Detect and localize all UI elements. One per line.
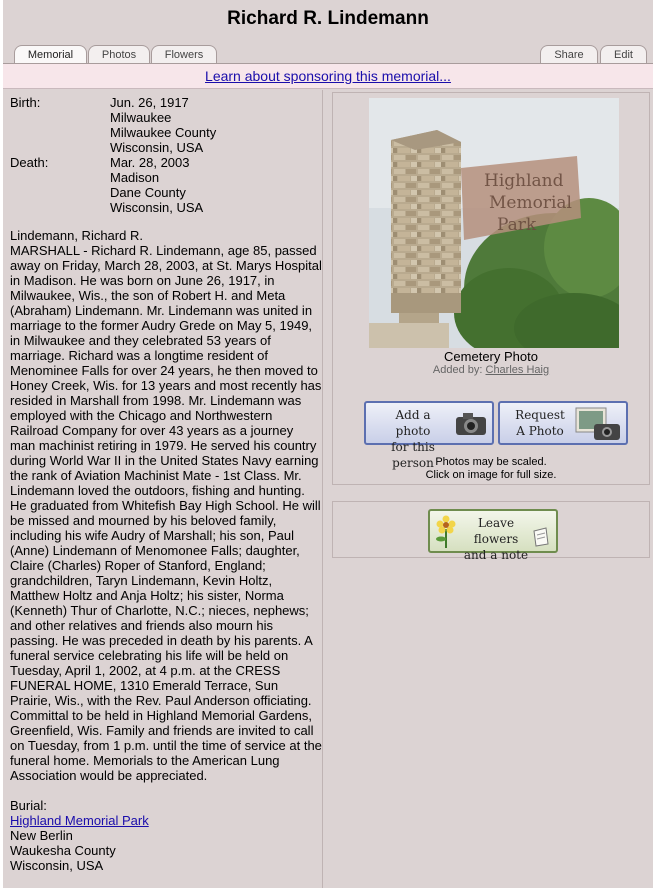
death-label: Death: [10, 155, 49, 170]
birth-country: Wisconsin, USA [110, 140, 204, 155]
photo-panel [332, 92, 650, 485]
leave-flowers-label [458, 515, 534, 563]
flowers-panel [332, 501, 650, 562]
add-photo-line-2: for this person [391, 440, 435, 470]
tab-share[interactable]: Share [540, 45, 598, 64]
flowers-line-1: Leave flowers [473, 516, 519, 546]
added-by-label: Added by: [432, 364, 483, 376]
sign-line-3: Park [497, 215, 537, 235]
photo-camera-icon [574, 406, 622, 442]
request-photo-line-2: A Photo [516, 424, 564, 438]
add-photo-line-1: Add a photo [395, 408, 431, 438]
sponsor-bar [3, 64, 653, 89]
note-icon [532, 527, 550, 547]
request-photo-button[interactable] [498, 401, 628, 445]
sign-line-2: Memorial [489, 193, 572, 213]
photo-attribution [333, 364, 649, 376]
burial-city: New Berlin [10, 828, 73, 843]
scaling-note: Photos may be scaled. [435, 456, 547, 468]
flowers-line-2: and a note [463, 548, 529, 562]
memorial-page [3, 0, 653, 888]
tab-flowers[interactable]: Flowers [151, 45, 217, 64]
bio-heading: Lindemann, Richard R. [10, 228, 143, 243]
burial-country: Wisconsin, USA [10, 858, 104, 873]
request-photo-line-1: Request [515, 408, 565, 422]
birth-city: Milwaukee [110, 110, 172, 125]
tab-memorial[interactable]: Memorial [14, 45, 87, 65]
tab-edit[interactable]: Edit [600, 45, 647, 64]
sponsor-link[interactable]: Learn about sponsoring this memorial... [205, 68, 451, 84]
birth-label: Birth: [10, 95, 41, 110]
sign-line-1: Highland [484, 171, 564, 191]
flower-icon [433, 515, 459, 549]
cemetery-photo[interactable] [369, 98, 619, 348]
full-size-note: Click on image for full size. [425, 469, 557, 481]
burial-county: Waukesha County [10, 843, 116, 858]
burial-label: Burial: [10, 798, 47, 813]
page-title: Richard R. Lindemann [227, 8, 429, 29]
photo-caption: Cemetery Photo [444, 349, 538, 364]
camera-icon [454, 411, 488, 437]
contributor-link[interactable]: Charles Haig [485, 364, 550, 376]
cemetery-link[interactable]: Highland Memorial Park [10, 813, 149, 828]
death-date: Mar. 28, 2003 [110, 155, 190, 170]
birth-date: Jun. 26, 1917 [110, 95, 189, 110]
request-photo-label [510, 407, 570, 439]
cemetery-sign-image [369, 98, 619, 348]
bio-text: MARSHALL - Richard R. Lindemann, age 85, passed away on Friday, March 28, 2003, at St. Marys Hospital in Madison. He was born on June 26, 1917, in Milwaukee, Wis., the son of Robert H. and Meta (Abraham) Lindemann. Mr. Lindemann was united in marriage to the former Audry Grede on May 5, 1949, in Milwaukee and they celebrated 53 years of marriage. Richard was a longtime resident of Menominee Falls for over 24 years, he then moved to Honey Creek, Wis. for 13 years and most recently has resided in Marshall from 1998. Mr. Lindemann was employed with the Chicago and Northwestern Railroad Company for over 43 years as a journey man machinist retiring in 1979. He served his country during World War II in the United States Navy earning the rank of Aviation Machinist Mate - 1st Class. Mr. Lindemann loved the outdoors, fishing and hunting. He graduated from Whitefish Bay High School. He will be missed and mourned by his beloved family, including his wife Audry of Marshall; his son, Paul (Anne) Lindemann of Menomonee Falls; daughter, Claire (Charles) Roper of Stanford, England; grandchildren, Taryn Lindemann, Kevin Holtz, Matthew Holtz and Anja Holtz; his sister, Norma (Kenneth) Thur of Charlotte, N.C.; nieces, nephews; and other relatives and friends also mourn his passing. He was preceded in death by his parents. A funeral service celebrating his life will be held on Tuesday, April 1, 2002, at 4 p.m. at the CRESS FUNERAL HOME, 1310 Emerald Terrace, Sun Prairie, Wis., with the Rev. Paul Anderson officiating. Committal to be held in Highland Memorial Gardens, Greenfield, Wis. Family and friends are invited to call on Tuesday, from 1 p.m. until the time of service at the funeral home. Memorials to the American Lung Association would be appreciated. [10, 243, 322, 783]
tab-photos[interactable]: Photos [88, 45, 150, 64]
leave-flowers-button[interactable] [428, 509, 558, 562]
death-county: Dane County [110, 185, 186, 200]
memorial-details [3, 90, 323, 888]
birth-county: Milwaukee County [110, 125, 217, 140]
death-country: Wisconsin, USA [110, 200, 204, 215]
death-city: Madison [110, 170, 160, 185]
